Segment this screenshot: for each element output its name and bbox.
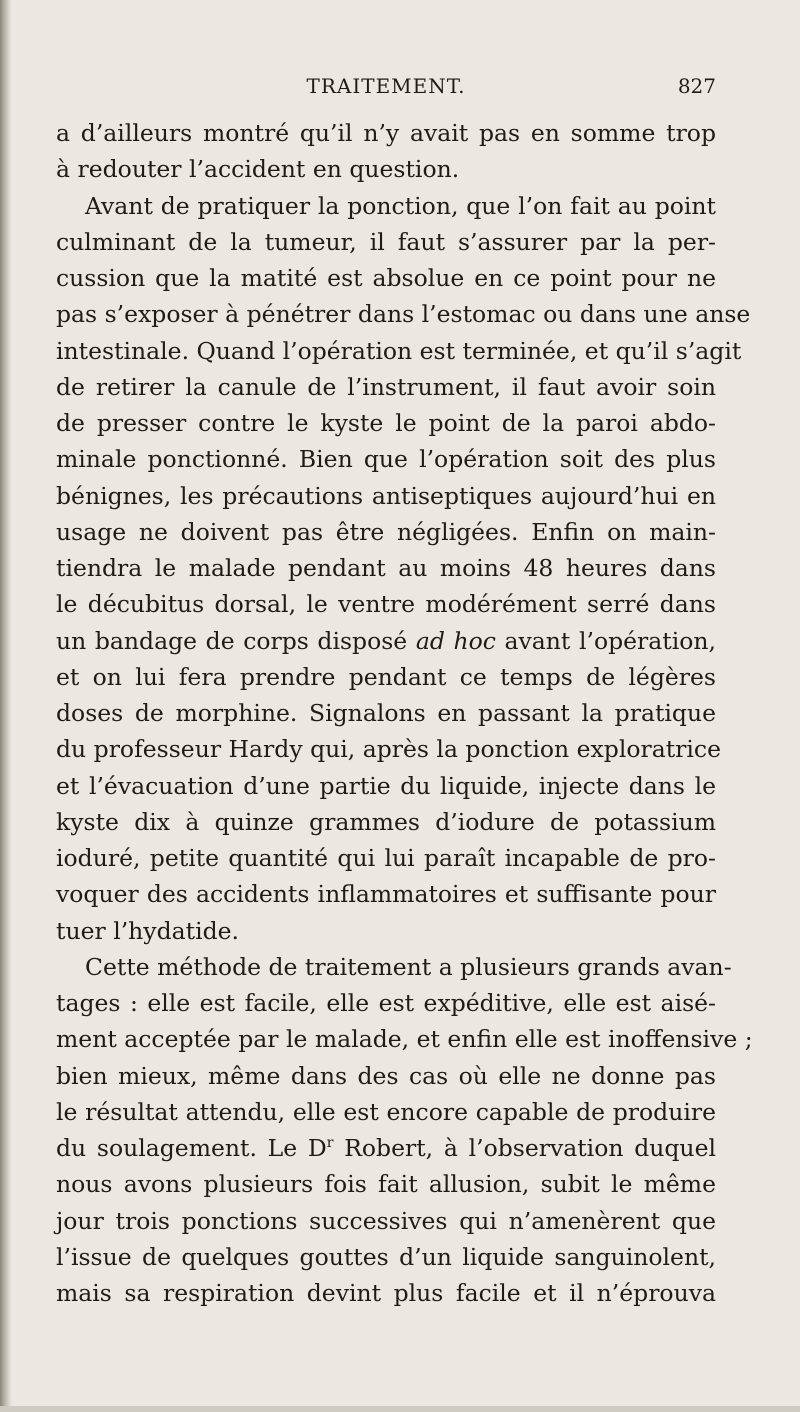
body-text xyxy=(56,115,753,1311)
binding-edge xyxy=(0,0,12,1412)
latin-phrase: ad hoc xyxy=(415,626,496,655)
text-line xyxy=(56,1130,716,1166)
text-line: à redouter l’accident en question. xyxy=(56,155,460,184)
text-line: du professeur Hardy qui, après la ponction exploratrice xyxy=(56,735,721,764)
text-line: et on lui fera prendre pendant ce temps de légères xyxy=(56,662,716,691)
text-line: l’issue de quelques gouttes d’un liquide sanguinolent, xyxy=(56,1242,716,1271)
text-line: doses de morphine. Signalons en passant la pratique xyxy=(56,699,716,727)
text-line: ioduré, petite quantité qui lui paraît incapable de pro- xyxy=(56,844,716,872)
text-line: et l’évacuation d’une partie du liquide, injecte dans le xyxy=(56,771,716,800)
page-number: 827 xyxy=(677,74,716,98)
text-line: de retirer la canule de l’instrument, il faut avoir soin xyxy=(56,372,716,401)
text-line: tuer l’hydatide. xyxy=(56,916,240,945)
text-line: Avant de pratiquer la ponction, que l’on fait au point xyxy=(85,191,716,220)
text-segment: du soulagement. Le D xyxy=(56,1134,327,1162)
text-line: nous avons plusieurs fois fait allusion, subit le même xyxy=(56,1170,716,1199)
page-bottom-edge xyxy=(0,1406,800,1412)
superscript: r xyxy=(326,1135,334,1151)
text-line: Cette méthode de traitement a plusieurs grands avan- xyxy=(85,952,732,981)
running-title: TRAITEMENT. xyxy=(306,74,466,98)
text-line: cussion que la matité est absolue en ce point pour ne xyxy=(56,264,716,292)
text-line: bien mieux, même dans des cas où elle ne donne pas xyxy=(56,1061,716,1090)
text-line: a d’ailleurs montré qu’il n’y avait pas en somme trop xyxy=(56,119,716,147)
text-line: culminant de la tumeur, il faut s’assurer par la per- xyxy=(56,227,716,256)
text-segment: avant l’opération, xyxy=(495,626,717,655)
text-line: ment acceptée par le malade, et enfin elle est inoffensive ; xyxy=(56,1025,753,1054)
text-line: kyste dix à quinze grammes d’iodure de potassium xyxy=(56,807,716,836)
text-line: tiendra le malade pendant au moins 48 heures dans xyxy=(56,554,716,582)
text-segment: Robert, à l’observation duquel xyxy=(333,1134,716,1162)
text-line: le décubitus dorsal, le ventre modérément serré dans xyxy=(56,590,716,619)
text-line: voquer des accidents inflammatoires et suffisante pour xyxy=(56,880,716,909)
text-line: tages : elle est facile, elle est expéditive, elle est aisé- xyxy=(56,989,716,1017)
page-header xyxy=(56,74,716,104)
text-line: pas s’exposer à pénétrer dans l’estomac ou dans une anse xyxy=(56,300,751,329)
text-line: le résultat attendu, elle est encore capable de produire xyxy=(56,1097,716,1126)
text-line: mais sa respiration devint plus facile et il n’éprouva xyxy=(56,1279,716,1307)
text-line: bénignes, les précautions antiseptiques aujourd’hui en xyxy=(56,481,716,510)
text-segment: un bandage de corps disposé xyxy=(56,626,416,655)
text-line: jour trois ponctions successives qui n’amenèrent que xyxy=(56,1206,716,1235)
text-line: minale ponctionné. Bien que l’opération soit des plus xyxy=(56,445,716,474)
text-line: de presser contre le kyste le point de la paroi abdo- xyxy=(56,409,716,437)
text-line: intestinale. Quand l’opération est terminée, et qu’il s’agit xyxy=(56,336,742,365)
text-line: usage ne doivent pas être négligées. Enfin on main- xyxy=(56,517,716,546)
text-line xyxy=(56,623,716,659)
